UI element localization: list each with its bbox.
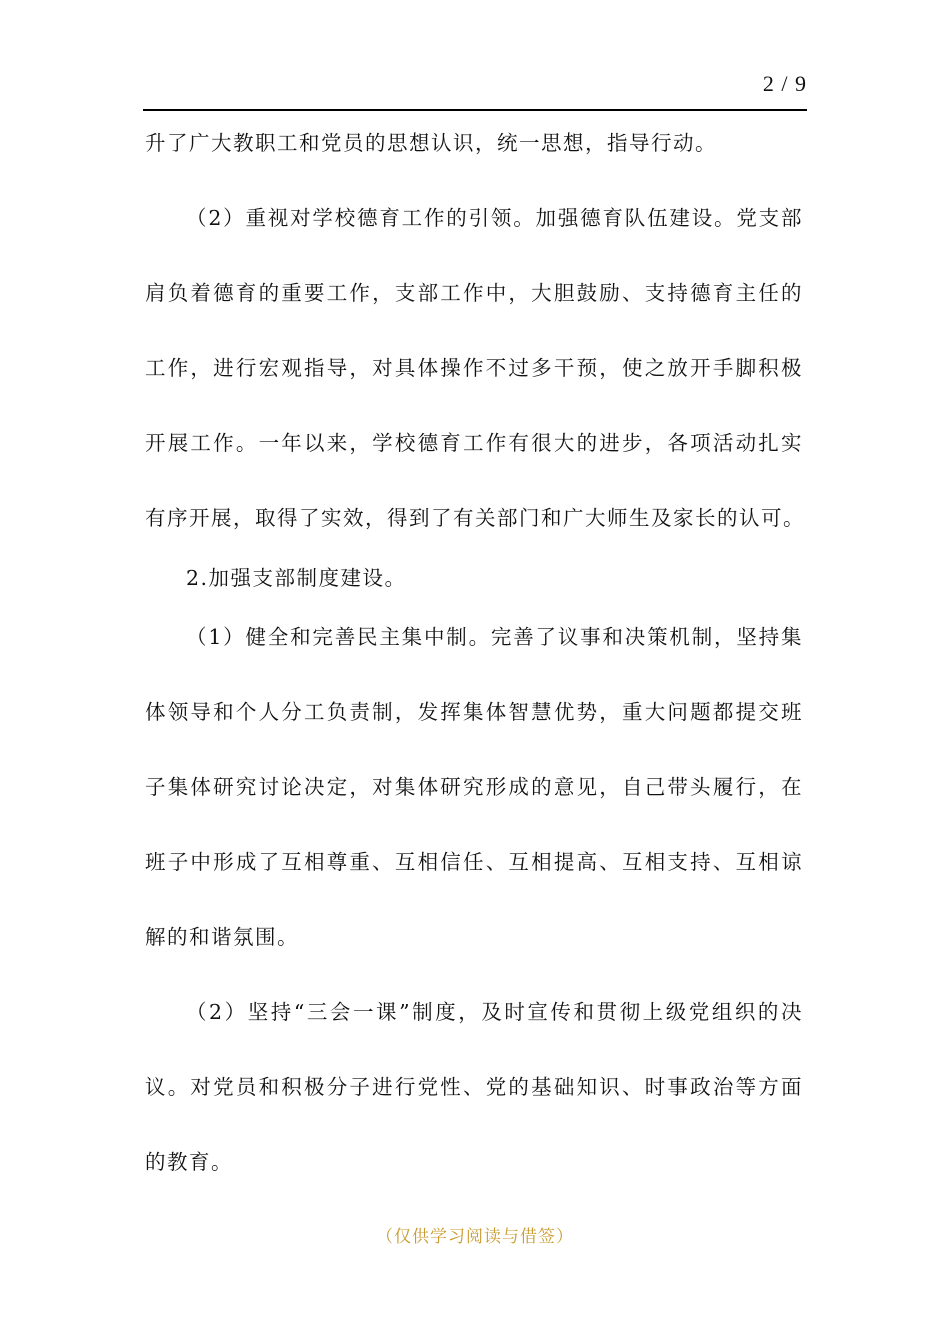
page-number: 2 / 9 bbox=[762, 71, 807, 96]
header-rule bbox=[143, 109, 807, 111]
paragraph-line: 班子中形成了互相尊重、互相信任、互相提高、互相支持、互相谅 bbox=[145, 850, 803, 874]
paragraph-line: 解的和谐氛围。 bbox=[145, 925, 299, 949]
document-body bbox=[145, 125, 803, 1182]
footer-note: （仅供学习阅读与借签） bbox=[376, 1227, 574, 1247]
paragraph-line: （1）健全和完善民主集中制。完善了议事和决策机制，坚持集 bbox=[186, 625, 803, 649]
section-heading: 2.加强支部制度建设。 bbox=[186, 565, 407, 590]
paragraph-line: 的教育。 bbox=[145, 1150, 233, 1174]
paragraph-line: 开展工作。一年以来，学校德育工作有很大的进步，各项活动扎实 bbox=[145, 431, 803, 455]
paragraph-line: 肩负着德育的重要工作，支部工作中，大胆鼓励、支持德育主任的 bbox=[145, 281, 803, 305]
paragraph-line: （2）重视对学校德育工作的引领。加强德育队伍建设。党支部 bbox=[186, 206, 803, 230]
paragraph-line: 子集体研究讨论决定，对集体研究形成的意见，自己带头履行，在 bbox=[145, 775, 803, 799]
paragraph-line: 有序开展，取得了实效，得到了有关部门和广大师生及家长的认可。 bbox=[145, 506, 805, 530]
paragraph-line: 体领导和个人分工负责制，发挥集体智慧优势，重大问题都提交班 bbox=[145, 700, 803, 724]
paragraph-line: （2）坚持“三会一课”制度，及时宣传和贯彻上级党组织的决 bbox=[186, 1000, 803, 1024]
paragraph-line: 工作，进行宏观指导，对具体操作不过多干预，使之放开手脚积极 bbox=[145, 356, 803, 380]
paragraph-line: 升了广大教职工和党员的思想认识，统一思想，指导行动。 bbox=[145, 131, 717, 155]
paragraph-line: 议。对党员和积极分子进行党性、党的基础知识、时事政治等方面 bbox=[145, 1075, 803, 1099]
